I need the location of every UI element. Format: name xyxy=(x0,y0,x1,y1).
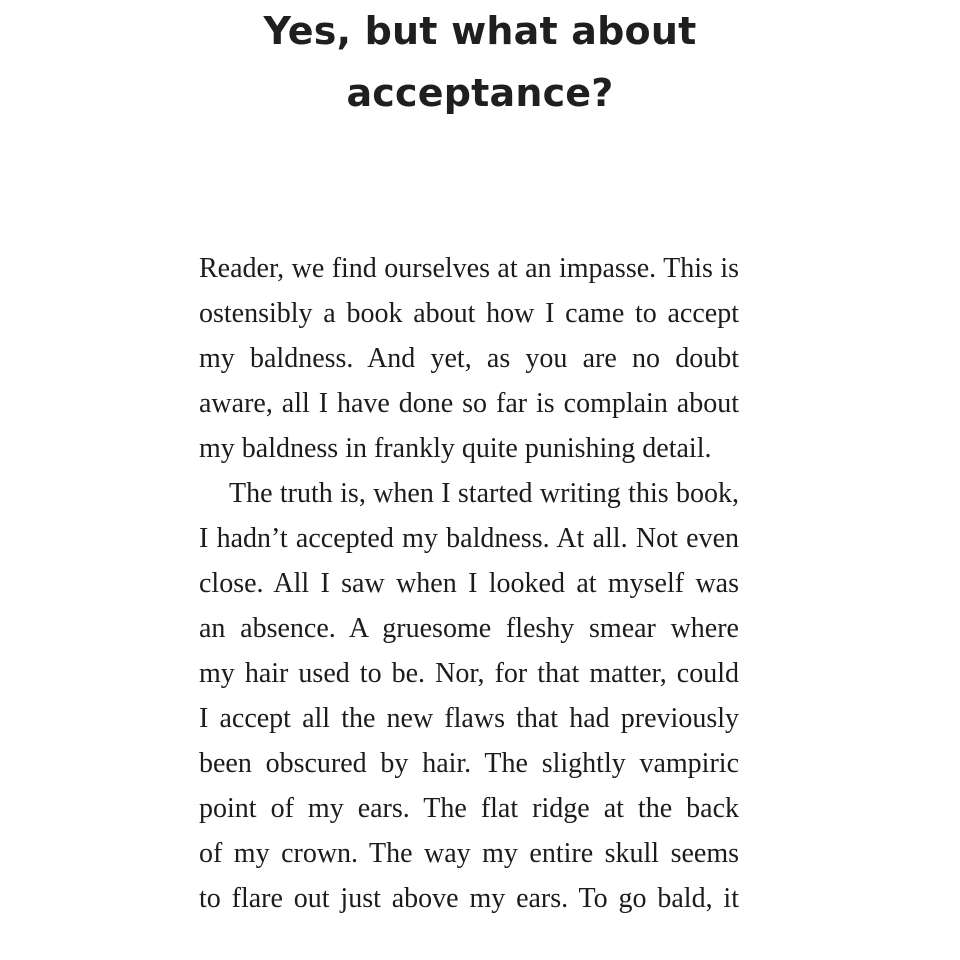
text-line: my hair used to be. Nor, for that matter, could xyxy=(199,658,739,689)
chapter-title xyxy=(0,0,960,124)
text-line: point of my ears. The flat ridge at the back xyxy=(199,793,739,824)
text-line: aware, all I have done so far is complain about xyxy=(199,388,739,419)
text-line: I accept all the new flaws that had previously xyxy=(199,703,739,734)
text-line: close. All I saw when I looked at myself was xyxy=(199,568,739,599)
body-text xyxy=(199,246,739,921)
text-line: The truth is, when I started writing this book, xyxy=(229,478,739,509)
text-line: of my crown. The way my entire skull seems xyxy=(199,838,739,869)
paragraph xyxy=(199,246,739,471)
text-line: I hadn’t accepted my baldness. At all. Not even xyxy=(199,523,739,554)
text-line: my baldness. And yet, as you are no doubt xyxy=(199,343,739,374)
text-line: to flare out just above my ears. To go bald, it xyxy=(199,883,739,914)
paragraph xyxy=(199,471,739,921)
text-line: ostensibly a book about how I came to accept xyxy=(199,298,739,329)
text-line: Reader, we find ourselves at an impasse. This is xyxy=(199,253,739,284)
chapter-title-line: acceptance? xyxy=(346,71,614,115)
text-line: an absence. A gruesome fleshy smear where xyxy=(199,613,739,644)
chapter-title-line: Yes, but what about xyxy=(263,9,697,53)
text-line: my baldness in frankly quite punishing detail. xyxy=(199,433,712,464)
text-line: been obscured by hair. The slightly vampiric xyxy=(199,748,739,779)
